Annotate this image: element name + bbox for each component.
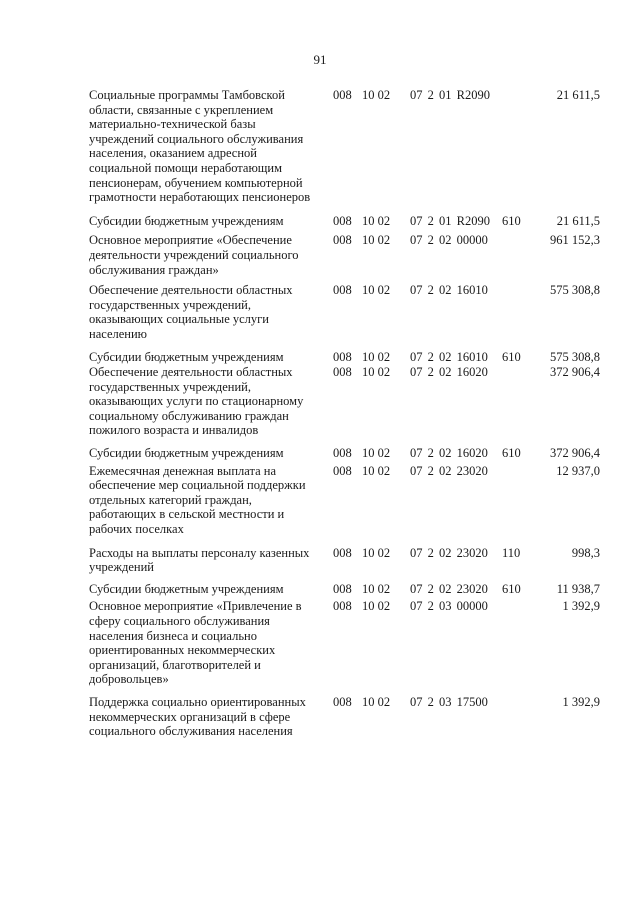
row-sum: 21 611,5	[556, 88, 600, 102]
row-cs: 07 2 02 23020	[410, 545, 488, 560]
row-cs: 07 2 02 23020	[410, 581, 488, 596]
row-sum: 11 938,7	[556, 581, 600, 596]
row-vr: 610	[502, 213, 521, 228]
budget-table	[0, 88, 640, 739]
row-cs: 07 2 03 00000	[410, 599, 488, 614]
page-number: 91	[313, 52, 327, 67]
row-gr: 008	[333, 88, 352, 102]
row-gr: 008	[333, 694, 352, 709]
row-sum: 12 937,0	[556, 463, 600, 478]
row-name: Поддержка социально ориентированных некоммерческих организаций в сфере социального обслуживания населения	[89, 694, 306, 739]
row-sum: 372 906,4	[550, 446, 600, 461]
row-sum: 961 152,3	[550, 233, 600, 248]
row-name: Обеспечение деятельности областных государственных учреждений, оказывающих услуги по стационарному социальному обслуживанию граждан пожилого возраста и инвалидов	[89, 365, 304, 438]
table-row	[0, 233, 640, 277]
row-gr: 008	[333, 463, 352, 478]
table-row	[0, 350, 640, 365]
row-sum: 21 611,5	[556, 213, 600, 228]
row-name: Субсидии бюджетным учреждениям	[89, 446, 284, 461]
row-rz: 10 02	[362, 463, 391, 478]
row-rz: 10 02	[362, 694, 391, 709]
table-row	[0, 214, 640, 229]
table-row	[0, 88, 640, 205]
row-gr: 008	[333, 349, 352, 364]
row-vr: 610	[502, 446, 521, 461]
row-sum: 998,3	[571, 545, 600, 560]
row-sum: 575 308,8	[550, 283, 600, 298]
row-name: Субсидии бюджетным учреждениям	[89, 213, 284, 228]
table-row	[0, 446, 640, 461]
row-gr: 008	[333, 545, 352, 560]
row-rz: 10 02	[362, 581, 391, 596]
row-sum: 372 906,4	[550, 365, 600, 380]
row-sum: 1 392,9	[562, 599, 600, 614]
row-rz: 10 02	[362, 365, 391, 380]
row-gr: 008	[333, 233, 352, 248]
row-gr: 008	[333, 365, 352, 380]
row-rz: 10 02	[362, 233, 391, 248]
row-cs: 07 2 01 R2090	[410, 88, 490, 102]
row-cs: 07 2 03 17500	[410, 694, 488, 709]
table-row	[0, 582, 640, 597]
row-name: Обеспечение деятельности областных государственных учреждений, оказывающих социальные услуги населению	[89, 283, 293, 341]
row-cs: 07 2 01 R2090	[410, 213, 490, 228]
table-row	[0, 365, 640, 438]
row-cs: 07 2 02 16010	[410, 283, 488, 298]
row-cs: 07 2 02 16010	[410, 349, 488, 364]
row-vr: 110	[502, 545, 521, 560]
row-name: Основное мероприятие «Обеспечение деятельности учреждений социального обслуживания граждан»	[89, 233, 299, 277]
row-rz: 10 02	[362, 599, 391, 614]
row-name: Расходы на выплаты персоналу казенных учреждений	[89, 545, 310, 575]
row-gr: 008	[333, 213, 352, 228]
row-rz: 10 02	[362, 349, 391, 364]
table-row	[0, 464, 640, 537]
row-rz: 10 02	[362, 88, 391, 102]
row-vr: 610	[502, 349, 521, 364]
row-vr: 610	[502, 581, 521, 596]
row-rz: 10 02	[362, 446, 391, 461]
row-cs: 07 2 02 23020	[410, 463, 488, 478]
table-row	[0, 695, 640, 739]
table-row	[0, 546, 640, 575]
row-name: Социальные программы Тамбовской области, связанные с укреплением материально-технической базы учреждений социального обслуживания населения, оказанием адресной социальной помощи неработающим пенсионерам, обучением компьютерной грамотности неработающих пенсионеров	[89, 88, 311, 205]
row-rz: 10 02	[362, 545, 391, 560]
row-gr: 008	[333, 599, 352, 614]
row-cs: 07 2 02 16020	[410, 446, 488, 461]
row-cs: 07 2 02 00000	[410, 233, 488, 248]
row-cs: 07 2 02 16020	[410, 365, 488, 380]
row-gr: 008	[333, 581, 352, 596]
row-name: Субсидии бюджетным учреждениям	[89, 581, 284, 596]
row-sum: 1 392,9	[562, 694, 600, 709]
row-rz: 10 02	[362, 213, 391, 228]
row-gr: 008	[333, 446, 352, 461]
row-gr: 008	[333, 283, 352, 298]
row-name: Субсидии бюджетным учреждениям	[89, 349, 284, 364]
table-row	[0, 283, 640, 341]
row-name: Основное мероприятие «Привлечение в сферу социального обслуживания населения бизнеса и социально ориентированных некоммерческих организаций, благотворителей и добровольцев»	[89, 599, 302, 687]
row-sum: 575 308,8	[550, 349, 600, 364]
table-row	[0, 599, 640, 687]
row-rz: 10 02	[362, 283, 391, 298]
row-name: Ежемесячная денежная выплата на обеспечение мер социальной поддержки отдельных категорий граждан, работающих в сельской местности и рабочих поселках	[89, 463, 306, 537]
